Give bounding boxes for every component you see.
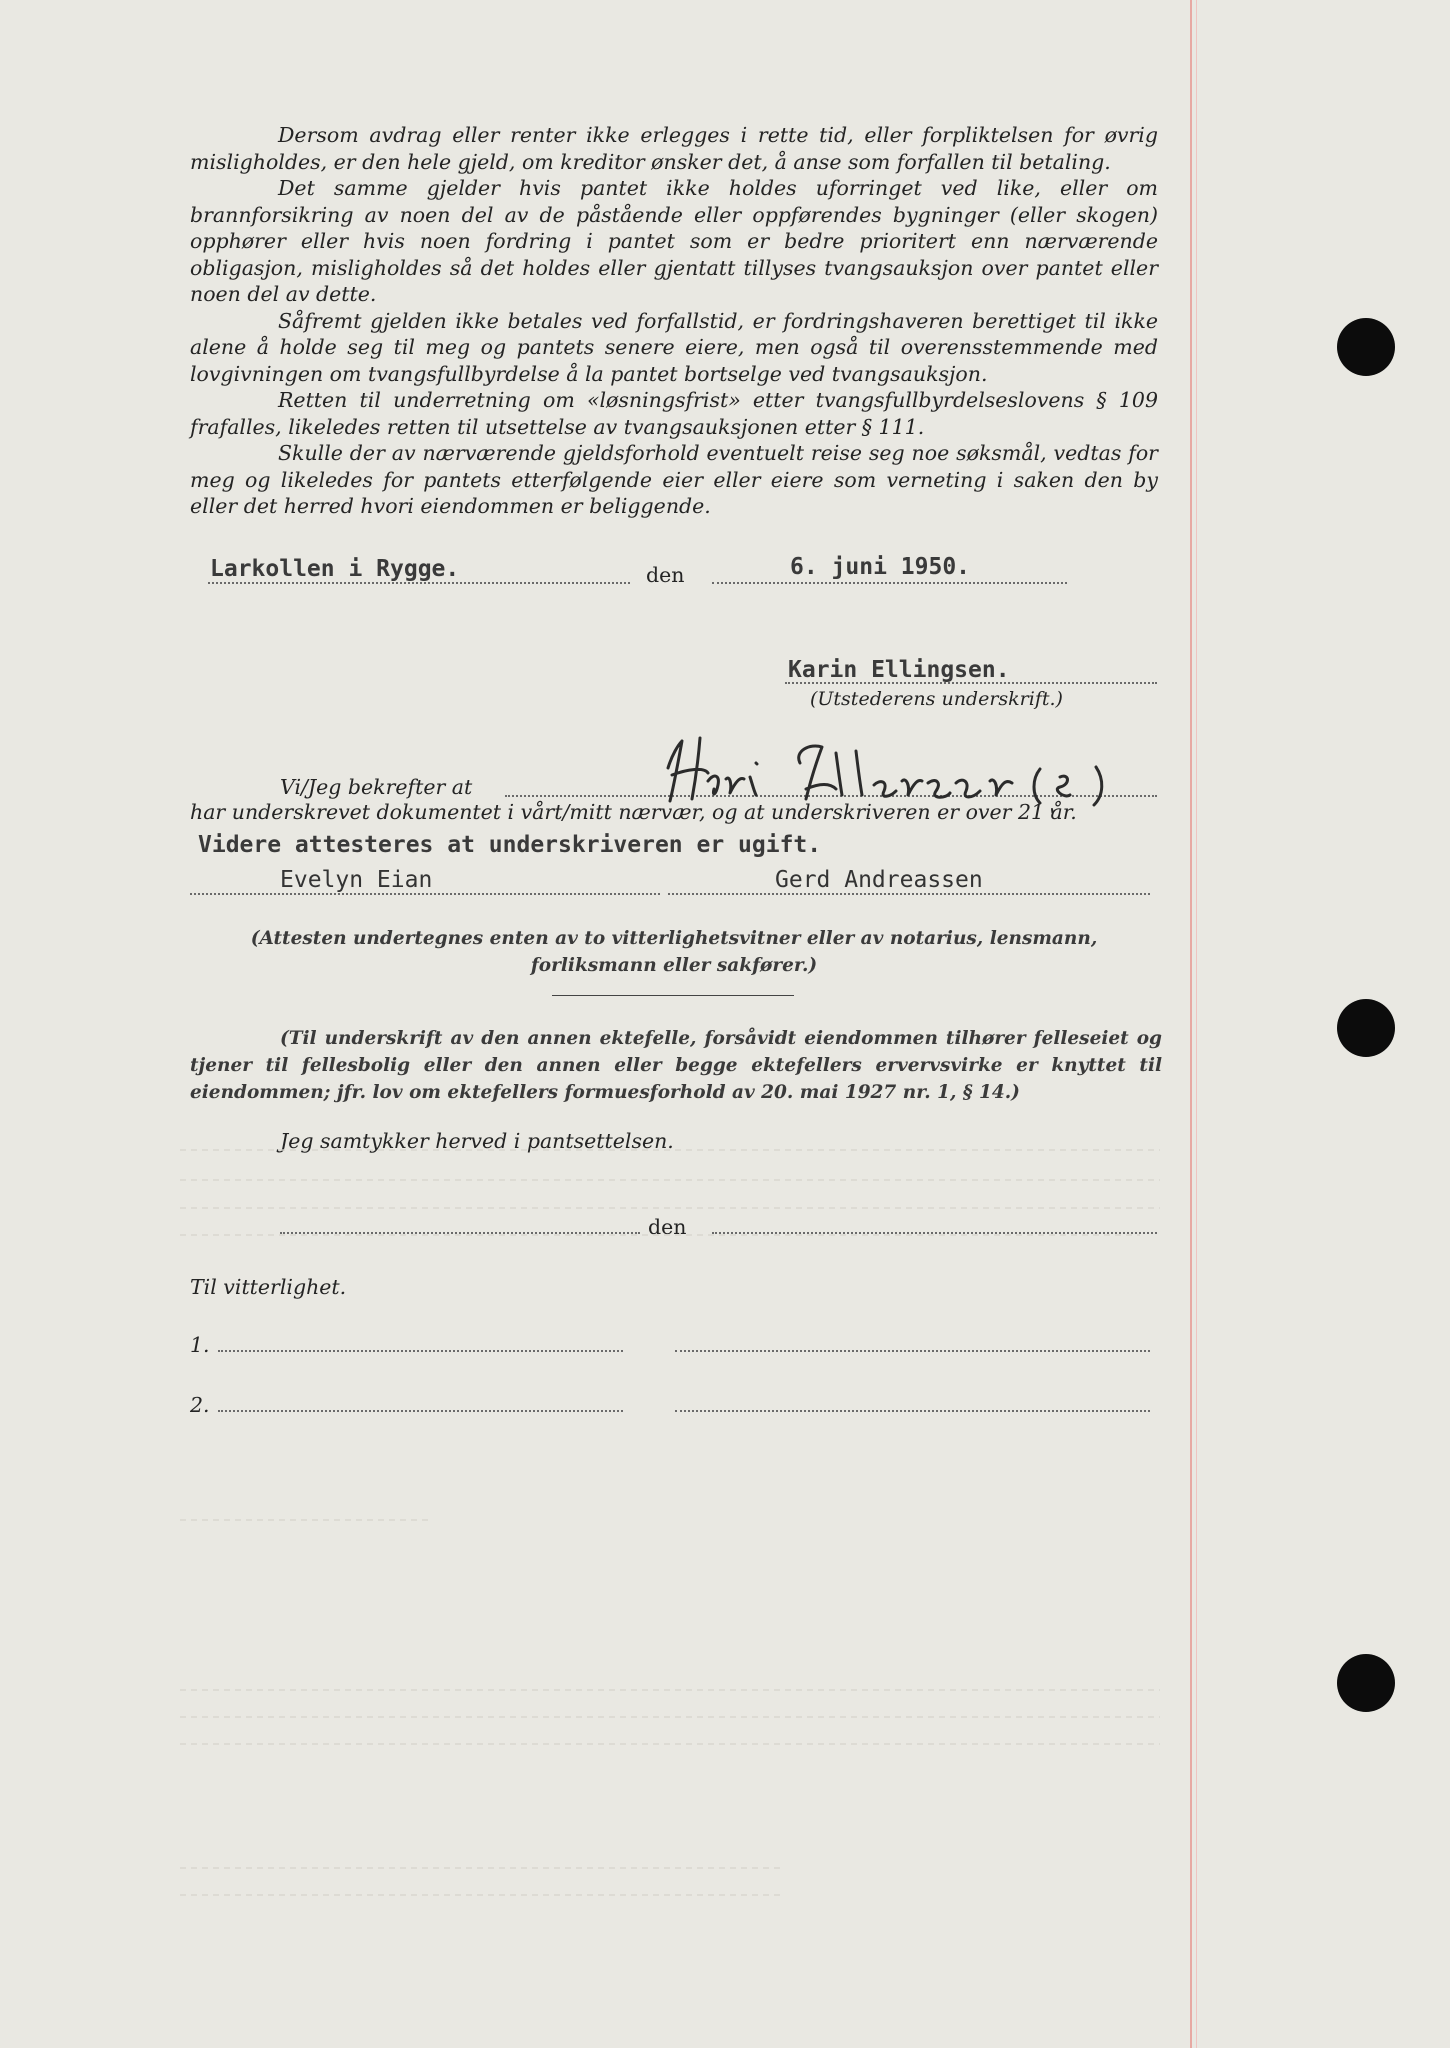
paragraph-venue: Skulle der av nærværende gjeldsforhold eventuelt reise seg noe søksmål, vedtas for meg og likeledes for pantets etterfølgende eier eller eiere som verneting i saken den by eller det herred hvori eiendommen er beliggende. — [190, 441, 1158, 518]
consent-den-label: den — [648, 1215, 687, 1239]
date-typed: 6. juni 1950. — [790, 554, 971, 580]
separator-line — [552, 995, 794, 996]
spouse-note: (Til underskrift av den annen ektefelle, forsåvidt eiendommen tilhører felleseiet og tjener til fellesbolig eller den annen eller begge ektefellers ervervsvirke er knyttet til eiendommen; jfr. lov om ektefellers formuesforhold av 20. mai 1927 nr. 1, § 14.) — [190, 1028, 1162, 1103]
den-label: den — [646, 563, 685, 587]
bleed-through-texture — [180, 1100, 1180, 1960]
issuer-signature-line — [785, 682, 1157, 684]
margin-rule-shadow — [1196, 0, 1197, 2048]
witness-1-name: Evelyn Eian — [280, 867, 433, 893]
confirmation-lead: Vi/Jeg bekrefter at — [280, 775, 473, 799]
witness-row-2-label: 2. — [190, 1393, 210, 1417]
paragraph-maintenance: Det samme gjelder hvis pantet ikke holdes uforringet ved like, eller om brannforsikring av noen del av de påstående eller oppførendes bygninger (eller skogen) opphører eller hvis noen fordring i pantet som er bedre prioritert enn nærværende obligasjon, misligholdes så det holdes eller gjentatt tillyses tvangsauksjon over pantet eller noen del av dette. — [190, 176, 1158, 306]
confirmation-text: har underskrevet dokumentet i vårt/mitt nærvær, og at underskriveren er over 21 år. — [190, 800, 1077, 824]
issuer-name-typed: Karin Ellingsen. — [788, 657, 1010, 683]
paragraph-default: Dersom avdrag eller renter ikke erlegges i rette tid, eller forpliktelsen for øvrig misligholdes, er den hele gjeld, om kreditor ønsker det, å anse som forfallen til betaling. — [190, 123, 1158, 174]
punch-hole — [1337, 318, 1395, 376]
margin-rule — [1190, 0, 1192, 2048]
witness-row-1-label: 1. — [190, 1333, 210, 1357]
paragraph-redemption: Retten til underretning om «løsningsfrist» etter tvangsfullbyrdelseslovens § 109 frafalles, likeledes retten til utsettelse av tvangsauksjonen etter § 111. — [190, 388, 1158, 439]
witness-section-title: Til vitterlighet. — [190, 1275, 347, 1299]
attest-note: (Attesten undertegnes enten av to vitterlighetsvitner eller av notarius, lensmann, forliksmann eller sakfører.) — [250, 928, 1098, 976]
witness-2-name: Gerd Andreassen — [775, 867, 983, 893]
punch-hole — [1337, 999, 1395, 1057]
witness-2-line — [668, 893, 1150, 895]
punch-hole — [1337, 1654, 1395, 1712]
place-line — [208, 582, 630, 584]
place-typed: Larkollen i Rygge. — [210, 556, 460, 582]
typed-addition: Videre attesteres at underskriveren er ugift. — [198, 832, 822, 858]
witness-1-line — [190, 893, 660, 895]
consent-text: Jeg samtykker herved i pantsettelsen. — [280, 1129, 674, 1153]
paragraph-forced-sale: Såfremt gjelden ikke betales ved forfallstid, er fordringshaveren berettiget til ikke alene å holde seg til meg og pantets senere eiere, men også til overensstemmende med lovgivningen om tvangsfullbyrdelse å la pantet bortselge ved tvangsauksjon. — [190, 308, 1158, 386]
date-line — [712, 582, 1067, 584]
issuer-caption: (Utstederens underskrift.) — [810, 688, 1063, 710]
terms-text — [190, 122, 1158, 520]
